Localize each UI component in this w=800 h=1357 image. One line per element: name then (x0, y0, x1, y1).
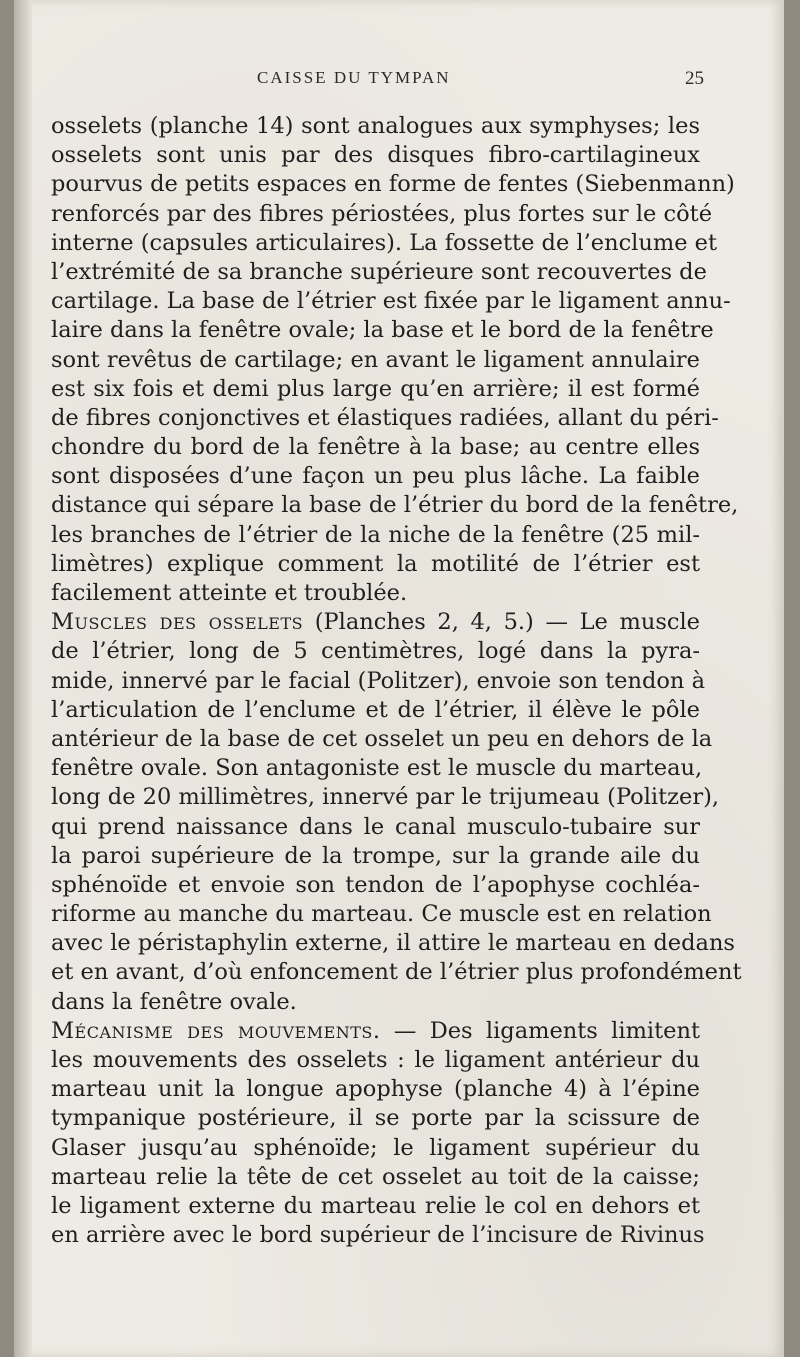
text-line: riforme au manche du marteau. Ce muscle est en relation (51, 901, 712, 928)
text-line: cartilage. La base de l’étrier est fixée par le ligament annu- (51, 288, 731, 315)
text-line: osselets sont unis par des disques fibro-cartilagineux (51, 142, 700, 169)
body-text (51, 112, 742, 1250)
text-line: l’articulation de l’enclume et de l’étrier, il élève le pôle (51, 696, 700, 723)
text-line: pourvus de petits espaces en forme de fentes (Siebenmann) (51, 171, 735, 198)
text-line: limètres) explique comment la motilité de l’étrier est (51, 550, 700, 577)
section-heading-mecanisme: Mécanisme des mouvements. (51, 1017, 381, 1044)
text-line: le ligament externe du marteau relie le col en dehors et (51, 1192, 700, 1219)
book-page (14, 0, 784, 1357)
text-line: et en avant, d’où enfoncement de l’étrier plus profondément (51, 959, 742, 986)
text-line: antérieur de la base de cet osselet un peu en dehors de la (51, 725, 713, 752)
text-line: mide, innervé par le facial (Politzer), envoie son tendon à (51, 667, 705, 694)
text-line: les mouvements des osselets : le ligament antérieur du (51, 1047, 700, 1073)
text-line: dans la fenêtre ovale. (51, 988, 297, 1015)
paragraph-start-line (51, 608, 700, 637)
text-line: facilement atteinte et troublée. (51, 580, 408, 606)
text-line: avec le péristaphylin externe, il attire le marteau en dedans (51, 930, 735, 957)
text-line: renforcés par des fibres périostées, plus fortes sur le côté (51, 200, 713, 227)
text-line: marteau relie la tête de cet osselet au toit de la caisse; (51, 1163, 700, 1190)
text-line: osselets (planche 14) sont analogues aux symphyses; les (51, 113, 700, 139)
text-line: long de 20 millimètres, innervé par le trijumeau (Politzer), (51, 784, 720, 811)
text-line-run: (Planches 2, 4, 5.) — Le muscle (314, 609, 701, 636)
text-line: tympanique postérieure, il se porte par la scissure de (51, 1105, 700, 1132)
text-line: Glaser jusqu’au sphénoïde; le ligament supérieur du (51, 1134, 700, 1161)
text-line-run: — Des ligaments limitent (393, 1017, 700, 1044)
text-line: sont revêtus de cartilage; en avant le ligament annulaire (51, 346, 700, 373)
text-line: distance qui sépare la base de l’étrier du bord de la fenêtre, (51, 492, 739, 519)
text-line: la paroi supérieure de la trompe, sur la grande aile du (51, 842, 700, 869)
text-line: est six fois et demi plus large qu’en arrière; il est formé (51, 375, 700, 402)
text-line: chondre du bord de la fenêtre à la base; au centre elles (51, 434, 700, 461)
page-number: 25 (685, 68, 704, 89)
page-gutter-shadow (14, 0, 32, 1357)
paragraph-start-line (51, 1017, 700, 1046)
text-line: sphénoïde et envoie son tendon de l’apophyse cochléa- (51, 871, 700, 898)
text-line: laire dans la fenêtre ovale; la base et le bord de la fenêtre (51, 317, 714, 344)
section-heading-muscles: Muscles des osselets (51, 609, 304, 636)
text-line: fenêtre ovale. Son antagoniste est le muscle du marteau, (51, 755, 703, 782)
text-line: en arrière avec le bord supérieur de l’incisure de Rivinus (51, 1222, 705, 1249)
text-line: interne (capsules articulaires). La fossette de l’enclume et (51, 229, 718, 256)
text-line: qui prend naissance dans le canal musculo-tubaire sur (51, 813, 700, 840)
text-line: l’extrémité de sa branche supérieure sont recouvertes de (51, 258, 707, 285)
text-line: de fibres conjonctives et élastiques radiées, allant du péri- (51, 404, 719, 431)
running-head: CAISSE DU TYMPAN (257, 68, 451, 87)
text-line: les branches de l’étrier de la niche de la fenêtre (25 mil- (51, 521, 700, 548)
text-line: de l’étrier, long de 5 centimètres, logé dans la pyra- (51, 638, 700, 665)
text-line: sont disposées d’une façon un peu plus lâche. La faible (51, 463, 700, 490)
text-line: marteau unit la longue apophyse (planche 4) à l’épine (51, 1076, 700, 1103)
